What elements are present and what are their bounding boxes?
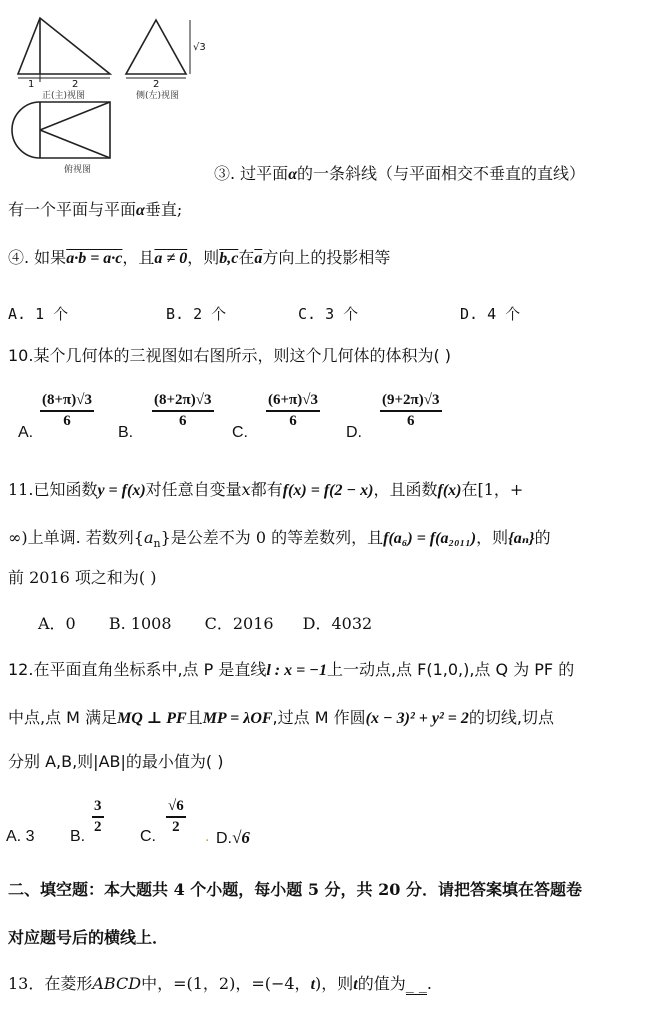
numerator: (6+π)√3 [266,392,320,412]
vector-nonzero: a ≠ 0 [154,250,188,267]
q10-option-d-fraction [380,392,442,430]
text: ,过点 M 作圆 [272,708,366,727]
perpendicular-relation: MQ ⊥ PF [117,710,187,727]
answer-blank[interactable]: _ _ [405,974,427,993]
three-view-figure [8,8,218,178]
q9-option-a: A. 1 个 [8,305,69,323]
q9-option-c: C. 3 个 [298,305,359,323]
function-f: f(x) [437,482,462,499]
q12-line3: 分别 A,B,则|AB|的最小值为( ) [8,752,224,771]
q13-question [8,974,432,995]
section2-heading-line2: 对应题号后的横线上． [8,928,169,947]
numerator: (9+2π)√3 [380,392,442,412]
q11-option-a: A．0 [38,614,76,633]
text: 的值为 [357,974,406,993]
text: 上一动点,点 F(1,0,),点 Q 为 PF 的 [326,660,575,679]
denominator: 6 [289,413,297,429]
text: 的一条斜线（与平面相交不垂直的直线） [297,164,586,183]
q9-stmt3-line2 [8,200,182,221]
text: 的切线,切点 [468,708,554,727]
numerator: 3 [92,798,104,818]
symmetry-equation: f(x) = f(2 − x) [282,482,374,499]
numerator: √6 [166,798,186,818]
text: 13．在菱形 [8,974,93,993]
subscript-n: n [153,537,161,551]
vector-equation: a·b = a·c [66,250,123,267]
q10-option-c-fraction [266,392,320,430]
q11-option-b: B. 1008 [108,614,172,633]
q9-option-b: B. 2 个 [166,305,227,323]
text: 都有 [250,480,283,499]
q10-option-b-fraction [152,392,214,430]
denominator: 6 [179,413,187,429]
q9-stmt4 [8,248,390,269]
dim-1: 1 [28,79,35,90]
q10-question: 10.某个几何体的三视图如右图所示，则这个几何体的体积为( ) [8,346,452,365]
vector-a: $\overline{a}$ [254,250,263,267]
q12-option-b-label: B. [70,828,86,845]
text: 方向上的投影相等 [262,248,391,267]
denominator: 2 [172,819,180,835]
q10-option-a-label: A. [18,424,34,441]
q9-option-d: D. 4 个 [460,305,521,323]
side-view-shape [126,20,186,74]
q12-line2 [8,708,554,729]
denominator: 6 [407,413,415,429]
var-t: t [353,976,358,993]
vectors-bc: b,c [219,250,239,267]
q10-option-c-label: C. [232,424,248,441]
text: ，且 [122,248,155,267]
line-l: l : x = −1 [266,662,327,679]
q12-option-c-fraction [166,798,186,836]
text: 且 [186,708,203,727]
front-view-caption: 正(主)视图 [42,91,86,101]
q11-line2 [8,528,551,554]
text: ，则 [187,248,220,267]
text: ④. 如果 [8,248,67,267]
text: 11.已知函数 [8,480,98,499]
q11-options [38,614,372,634]
text: D. [216,830,232,847]
text: ，则 [476,528,509,547]
q12-line1 [8,660,574,681]
top-view-caption: 俯视图 [64,165,92,175]
alpha-symbol: α [136,202,145,219]
vector-relation: MP = λOF [202,710,273,727]
var-x: x [241,480,251,499]
q11-option-d: D．4032 [302,614,373,633]
top-view-shape [12,102,110,158]
var-t: t [310,976,316,993]
q12-dot: . [205,828,210,845]
text: 有一个平面与平面 [8,200,137,219]
text: 的 [534,528,551,547]
q10-option-b-label: B. [118,424,134,441]
rhombus-name: ABCD [92,974,142,993]
text: ③. 过平面 [214,164,289,183]
text: ∞)上单调. 若数列{ [8,528,144,547]
denominator: 2 [94,819,102,835]
dim-sqrt3: √3 [193,42,206,53]
sqrt6: √6 [232,828,250,847]
text: 在[1，+ [461,480,524,499]
q12-option-c-label: C. [140,828,156,845]
q12-options [6,798,306,848]
q9-stmt3-line1 [214,164,585,185]
sequence-symbol: {aₙ} [508,530,535,547]
q11-line3: 前 2016 项之和为( ) [8,568,157,587]
q10-option-d-label: D. [346,424,362,441]
text: 12.在平面直角坐标系中,点 P 是直线 [8,660,267,679]
text: . [426,974,432,993]
dim-2-side: 2 [153,79,160,90]
text: }是公差不为 0 的等差数列，且 [160,528,384,547]
numerator: (8+π)√3 [40,392,94,412]
q11-option-c: C．2016 [204,614,274,633]
section2-heading-line1: 二、填空题：本大题共 4 个小题，每小题 5 分，共 20 分．请把答案填在答题卷 [8,880,582,899]
circle-equation: (x − 3)² + y² = 2 [365,710,469,727]
q12-option-b-fraction [92,798,104,836]
text: 中，=(1，2)，=(−4， [141,974,311,993]
text: 对任意自变量 [145,480,242,499]
sequence-equation: f(a₆) = f(a₂₀₁₁) [383,530,477,547]
q12-option-a: A. 3 [6,828,35,845]
front-view-shape [18,18,110,74]
text: )，则 [315,974,354,993]
side-view-caption: 侧(左)视图 [136,91,180,101]
alpha-symbol: α [288,166,298,183]
text: 垂直; [144,200,183,219]
q11-line1 [8,480,523,501]
q10-option-a-fraction [40,392,94,430]
function-y: y = f(x) [97,482,146,499]
q12-option-d-label [216,828,250,848]
seq-a: a [143,528,154,547]
text: 中点,点 M 满足 [8,708,118,727]
text: 在 [238,248,255,267]
numerator: (8+2π)√3 [152,392,214,412]
text: ，且函数 [373,480,438,499]
denominator: 6 [63,413,71,429]
dim-2: 2 [72,79,79,90]
